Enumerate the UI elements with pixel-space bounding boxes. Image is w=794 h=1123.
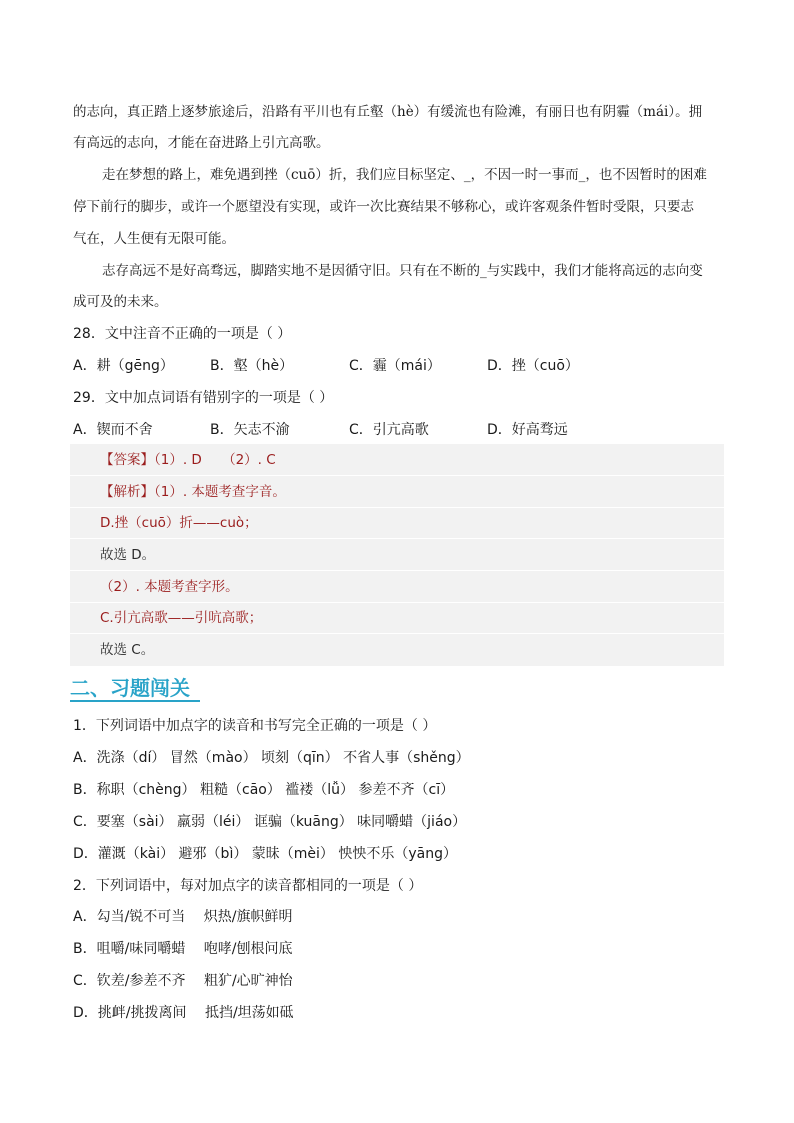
q29-option-d: D．好高骛远 bbox=[487, 422, 568, 438]
answer-row bbox=[70, 571, 724, 603]
explanation-text: 故选 D。 bbox=[100, 547, 156, 563]
answer-row bbox=[70, 634, 724, 665]
answer-row bbox=[70, 476, 724, 508]
q28-option-a: A．耕（gēng） bbox=[73, 358, 174, 374]
q1-option-b: B．称职（chèng） 粗糙（cāo） 褴褛（lǚ） 参差不齐（cī） bbox=[73, 782, 455, 798]
q2-option-b: B．咀嚼/味同嚼蜡 咆哮/刨根问底 bbox=[73, 941, 293, 957]
passage-line: 有高远的志向，才能在奋进路上引亢高歌。 bbox=[73, 135, 330, 151]
q29-option-c: C．引亢高歌 bbox=[349, 422, 429, 438]
answer-summary: 【答案】（1）. D （2）. C bbox=[100, 452, 276, 468]
q1-option-c: C．要塞（sài） 羸弱（léi） 诓骗（kuāng） 味同嚼蜡（jiáo） bbox=[73, 814, 467, 830]
q29-option-b: B．矢志不渝 bbox=[210, 422, 290, 438]
answer-row bbox=[70, 602, 724, 634]
question-28-stem: 28．文中注音不正确的一项是（ ） bbox=[73, 326, 292, 342]
passage-line: 走在梦想的路上，难免遇到挫（cuō）折，我们应目标坚定、_，不因一时一事而_，也不因暂时的困难 bbox=[102, 167, 707, 183]
passage-line: 成可及的未来。 bbox=[73, 294, 168, 310]
answer-row bbox=[70, 444, 724, 476]
q29-option-a: A．锲而不舍 bbox=[73, 422, 153, 438]
explanation-text: 故选 C。 bbox=[100, 642, 155, 658]
passage-line: 志存高远不是好高骛远，脚踏实地不是因循守旧。只有在不断的_与实践中，我们才能将高远的志向变 bbox=[102, 263, 703, 279]
q2-option-d: D．挑衅/挑拨离间 抵挡/坦荡如砥 bbox=[73, 1005, 294, 1021]
answer-row bbox=[70, 539, 724, 571]
q28-option-c: C．霾（mái） bbox=[349, 358, 441, 374]
q2-option-a: A．勾当/锐不可当 炽热/旗帜鲜明 bbox=[73, 909, 293, 925]
passage-line: 气在，人生便有无限可能。 bbox=[73, 231, 235, 247]
passage-line: 的志向，真正踏上逐梦旅途后，沿路有平川也有丘壑（hè）有缓流也有险滩，有丽日也有阴霾（mái）。拥 bbox=[73, 104, 703, 120]
answer-row bbox=[70, 507, 724, 539]
q1-option-a: A．洗涤（dí） 冒然（mào） 顷刻（qīn） 不省人事（shěng） bbox=[73, 750, 470, 766]
explanation-heading: 【解析】（1）. 本题考查字音。 bbox=[100, 484, 286, 500]
section-title: 二、习题闯关 bbox=[70, 676, 190, 700]
q28-option-b: B．壑（hè） bbox=[210, 358, 294, 374]
explanation-text: （2）. 本题考查字形。 bbox=[100, 579, 239, 595]
answer-explanation-box bbox=[70, 444, 724, 666]
question-2-stem: 2．下列词语中，每对加点字的读音都相同的一项是（ ） bbox=[73, 878, 423, 894]
passage-line: 停下前行的脚步，或许一个愿望没有实现，或许一次比赛结果不够称心，或许客观条件暂时受限，只要志 bbox=[73, 199, 694, 215]
question-1-stem: 1．下列词语中加点字的读音和书写完全正确的一项是（ ） bbox=[73, 718, 437, 734]
explanation-text: C.引亢高歌——引吭高歌； bbox=[100, 610, 263, 626]
explanation-text: D.挫（cuō）折——cuò； bbox=[100, 515, 258, 531]
q1-option-d: D．灌溉（kài） 避邪（bì） 蒙昧（mèi） 怏怏不乐（yāng） bbox=[73, 846, 458, 862]
q28-option-d: D．挫（cuō） bbox=[487, 358, 579, 374]
section-title-underline bbox=[70, 700, 200, 702]
question-29-stem: 29．文中加点词语有错别字的一项是（ ） bbox=[73, 390, 334, 406]
q2-option-c: C．钦差/参差不齐 粗犷/心旷神怡 bbox=[73, 973, 293, 989]
